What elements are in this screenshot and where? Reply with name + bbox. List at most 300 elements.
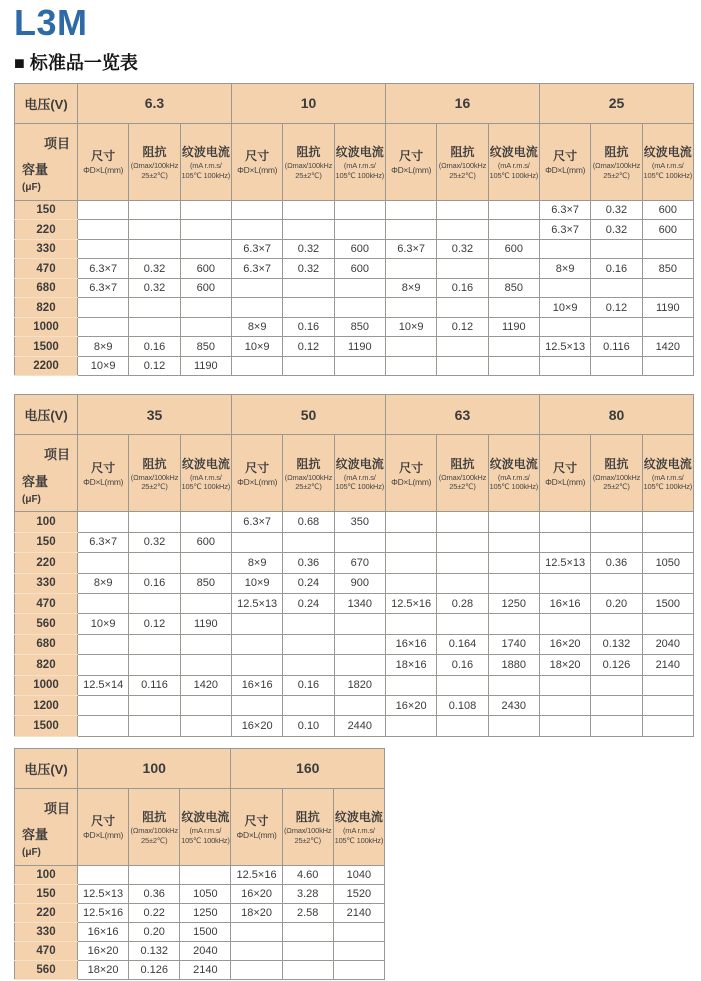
- table-row: [15, 298, 694, 318]
- spec-cell: 0.32: [129, 278, 180, 298]
- spec-cell: 600: [180, 259, 231, 279]
- spec-cell: 1420: [180, 675, 231, 695]
- spec-cell: [591, 278, 642, 298]
- capacity-unit-label: (μF): [22, 182, 41, 194]
- spec-cell: 0.16: [591, 259, 642, 279]
- spec-cell: [437, 553, 488, 573]
- spec-cell: [283, 695, 334, 715]
- spec-cell: [591, 614, 642, 634]
- spec-cell: 0.126: [591, 655, 642, 675]
- voltage-value: 6.3: [78, 83, 232, 123]
- spec-cell: [334, 298, 385, 318]
- spec-cell: 0.36: [591, 553, 642, 573]
- size-header-cell: 尺寸 ΦD×L(mm): [385, 435, 436, 512]
- spec-cell: 10×9: [231, 573, 282, 593]
- impedance-header-cell: 阻抗 (Ωmax/100kHz 25±2℃): [283, 123, 334, 200]
- table-row: [15, 675, 694, 695]
- impedance-header-cell: 阻抗 (Ωmax/100kHz 25±2℃): [129, 435, 180, 512]
- spec-cell: [129, 716, 180, 736]
- spec-cell: [180, 220, 231, 240]
- spec-cell: [180, 239, 231, 259]
- ripple-header-cell: 纹波电流 (mA r.m.s/ 105℃ 100kHz): [180, 123, 231, 200]
- spec-cell: 1040: [333, 865, 384, 884]
- spec-cell: [334, 220, 385, 240]
- spec-cell: 16×20: [539, 634, 590, 654]
- spec-cell: [334, 695, 385, 715]
- spec-cell: 0.164: [437, 634, 488, 654]
- spec-cell: [129, 593, 180, 613]
- spec-cell: [78, 634, 129, 654]
- spec-cell: [642, 317, 693, 337]
- spec-cell: 0.16: [437, 655, 488, 675]
- spec-cell: 600: [334, 259, 385, 279]
- spec-cell: 10×9: [78, 356, 129, 376]
- spec-cell: 1250: [488, 593, 539, 613]
- spec-cell: [591, 532, 642, 552]
- spec-cell: [78, 716, 129, 736]
- spec-cell: 0.16: [129, 337, 180, 357]
- table-row: [15, 903, 385, 922]
- spec-cell: 350: [334, 512, 385, 532]
- spec-cell: 6.3×7: [231, 239, 282, 259]
- capacity-cell: 330: [15, 239, 78, 259]
- spec-cell: [539, 317, 590, 337]
- spec-cell: [488, 675, 539, 695]
- spec-cell: 0.20: [591, 593, 642, 613]
- capacity-cell: 220: [15, 220, 78, 240]
- size-header-cell: 尺寸 ΦD×L(mm): [78, 788, 129, 865]
- spec-cell: [642, 532, 693, 552]
- spec-cell: 8×9: [385, 278, 436, 298]
- spec-cell: [334, 634, 385, 654]
- spec-cell: 6.3×7: [231, 259, 282, 279]
- spec-cell: [488, 356, 539, 376]
- size-header-cell: 尺寸 ΦD×L(mm): [231, 435, 282, 512]
- spec-cell: [488, 614, 539, 634]
- capacity-cell: 1200: [15, 695, 78, 715]
- capacity-cell: 470: [15, 259, 78, 279]
- capacity-axis-label: 容量 (μF): [22, 473, 49, 505]
- capacity-cell: 150: [15, 884, 78, 903]
- spec-cell: 3.28: [282, 884, 333, 903]
- item-header-row: [15, 435, 694, 512]
- item-label: 项目: [43, 447, 70, 463]
- spec-cell: [539, 239, 590, 259]
- spec-cell: [642, 356, 693, 376]
- capacity-cell: 470: [15, 593, 78, 613]
- spec-cell: 600: [334, 239, 385, 259]
- spec-cell: [129, 200, 180, 220]
- spec-cell: [78, 239, 129, 259]
- capacity-cell: 680: [15, 278, 78, 298]
- spec-cell: [180, 634, 231, 654]
- spec-cell: [488, 532, 539, 552]
- spec-cell: 0.12: [283, 337, 334, 357]
- spec-cell: [180, 200, 231, 220]
- voltage-row: [15, 83, 694, 123]
- spec-cell: [437, 298, 488, 318]
- spec-cell: 18×20: [231, 903, 282, 922]
- spec-cell: [180, 695, 231, 715]
- impedance-header-cell: 阻抗 (Ωmax/100kHz 25±2℃): [282, 788, 333, 865]
- spec-cell: [642, 512, 693, 532]
- spec-cell: 1190: [180, 356, 231, 376]
- ripple-header-cell: 纹波电流 (mA r.m.s/ 105℃ 100kHz): [642, 435, 693, 512]
- spec-cell: [437, 356, 488, 376]
- spec-cell: [333, 922, 384, 941]
- spec-cell: [180, 593, 231, 613]
- spec-cell: 850: [642, 259, 693, 279]
- spec-cell: 18×16: [385, 655, 436, 675]
- spec-cell: [231, 220, 282, 240]
- spec-cell: 0.116: [129, 675, 180, 695]
- ripple-header-cell: 纹波电流 (mA r.m.s/ 105℃ 100kHz): [180, 788, 231, 865]
- spec-cell: [78, 593, 129, 613]
- spec-cell: [591, 695, 642, 715]
- spec-cell: 0.12: [437, 317, 488, 337]
- spec-cell: [180, 553, 231, 573]
- spec-cell: 1880: [488, 655, 539, 675]
- spec-cell: [385, 573, 436, 593]
- size-header-cell: 尺寸 ΦD×L(mm): [539, 435, 590, 512]
- spec-cell: 18×20: [539, 655, 590, 675]
- spec-cell: 0.108: [437, 695, 488, 715]
- spec-table-high-voltage: [14, 748, 385, 980]
- spec-cell: [591, 573, 642, 593]
- capacity-unit-label: (μF): [22, 847, 41, 859]
- impedance-header-cell: 阻抗 (Ωmax/100kHz 25±2℃): [437, 123, 488, 200]
- spec-cell: 6.3×7: [78, 532, 129, 552]
- spec-cell: [385, 356, 436, 376]
- spec-cell: [78, 553, 129, 573]
- spec-cell: 0.36: [129, 884, 180, 903]
- spec-cell: 2440: [334, 716, 385, 736]
- spec-cell: [385, 512, 436, 532]
- spec-cell: [282, 960, 333, 979]
- table-row: [15, 259, 694, 279]
- spec-cell: 12.5×13: [539, 337, 590, 357]
- table-row: [15, 865, 385, 884]
- spec-cell: [488, 553, 539, 573]
- capacity-unit-label: (μF): [22, 493, 41, 505]
- spec-cell: [437, 614, 488, 634]
- spec-cell: [231, 695, 282, 715]
- spec-cell: [180, 298, 231, 318]
- capacity-cell: 1000: [15, 317, 78, 337]
- item-capacity-corner-cell: [15, 435, 78, 512]
- spec-cell: 2140: [333, 903, 384, 922]
- spec-cell: [591, 512, 642, 532]
- spec-cell: [642, 614, 693, 634]
- spec-cell: [642, 695, 693, 715]
- spec-cell: 12.5×16: [231, 865, 282, 884]
- spec-cell: [437, 512, 488, 532]
- table-row: [15, 922, 385, 941]
- spec-cell: [78, 655, 129, 675]
- table-row: [15, 532, 694, 552]
- spec-cell: 1250: [180, 903, 231, 922]
- spec-cell: [129, 512, 180, 532]
- spec-cell: 12.5×14: [78, 675, 129, 695]
- capacity-cell: 560: [15, 960, 78, 979]
- capacity-cell: 100: [15, 512, 78, 532]
- spec-cell: [334, 278, 385, 298]
- impedance-header-cell: 阻抗 (Ωmax/100kHz 25±2℃): [129, 123, 180, 200]
- spec-cell: [437, 532, 488, 552]
- item-capacity-corner-cell: [15, 123, 78, 200]
- spec-cell: [78, 512, 129, 532]
- spec-cell: 8×9: [78, 337, 129, 357]
- spec-cell: 10×9: [231, 337, 282, 357]
- spec-cell: 16×20: [385, 695, 436, 715]
- spec-cell: [129, 298, 180, 318]
- spec-cell: 0.116: [591, 337, 642, 357]
- spec-cell: 0.10: [283, 716, 334, 736]
- section-title: ■ 标准品一览表: [14, 52, 138, 73]
- spec-cell: [437, 716, 488, 736]
- spec-cell: 900: [334, 573, 385, 593]
- voltage-value: 10: [231, 83, 385, 123]
- voltage-unit-label: 电压(V): [15, 748, 78, 788]
- spec-cell: [231, 941, 282, 960]
- impedance-header-cell: 阻抗 (Ωmax/100kHz 25±2℃): [283, 435, 334, 512]
- table-row: [15, 655, 694, 675]
- ripple-header-cell: 纹波电流 (mA r.m.s/ 105℃ 100kHz): [488, 435, 539, 512]
- spec-cell: 2040: [642, 634, 693, 654]
- impedance-header-cell: 阻抗 (Ωmax/100kHz 25±2℃): [437, 435, 488, 512]
- table-row: [15, 337, 694, 357]
- spec-cell: 6.3×7: [231, 512, 282, 532]
- item-header-row: [15, 788, 385, 865]
- item-header-row: [15, 123, 694, 200]
- spec-cell: [283, 200, 334, 220]
- size-header-cell: 尺寸 ΦD×L(mm): [78, 435, 129, 512]
- voltage-value: 80: [539, 395, 693, 435]
- voltage-value: 63: [385, 395, 539, 435]
- spec-cell: 600: [642, 200, 693, 220]
- spec-cell: [539, 695, 590, 715]
- spec-cell: [539, 675, 590, 695]
- table-row: [15, 200, 694, 220]
- spec-cell: 0.32: [129, 532, 180, 552]
- voltage-value: 160: [231, 748, 385, 788]
- spec-cell: [539, 356, 590, 376]
- size-header-cell: 尺寸 ΦD×L(mm): [539, 123, 590, 200]
- capacity-cell: 330: [15, 573, 78, 593]
- spec-cell: [282, 941, 333, 960]
- spec-cell: [231, 298, 282, 318]
- voltage-row: [15, 395, 694, 435]
- spec-cell: [78, 200, 129, 220]
- spec-cell: 12.5×13: [78, 884, 129, 903]
- spec-cell: [385, 532, 436, 552]
- impedance-header-cell: 阻抗 (Ωmax/100kHz 25±2℃): [591, 123, 642, 200]
- spec-cell: 1520: [333, 884, 384, 903]
- spec-cell: 1190: [180, 614, 231, 634]
- capacity-cell: 560: [15, 614, 78, 634]
- spec-cell: [437, 573, 488, 593]
- spec-cell: [642, 573, 693, 593]
- spec-cell: 1500: [180, 922, 231, 941]
- table-row: [15, 220, 694, 240]
- spec-cell: [180, 655, 231, 675]
- spec-cell: 1820: [334, 675, 385, 695]
- spec-cell: [488, 512, 539, 532]
- spec-cell: [488, 259, 539, 279]
- spec-cell: 2.58: [282, 903, 333, 922]
- capacity-axis-label: 容量 (μF): [22, 162, 49, 194]
- spec-cell: [129, 239, 180, 259]
- spec-cell: [231, 200, 282, 220]
- item-label: 项目: [43, 800, 70, 816]
- spec-cell: [642, 675, 693, 695]
- size-header-cell: 尺寸 ΦD×L(mm): [231, 788, 282, 865]
- spec-cell: [78, 298, 129, 318]
- spec-cell: 6.3×7: [78, 259, 129, 279]
- spec-cell: 12.5×13: [231, 593, 282, 613]
- spec-cell: 0.20: [129, 922, 180, 941]
- table-row: [15, 239, 694, 259]
- table-row: [15, 573, 694, 593]
- capacity-axis-label: 容量 (μF): [22, 826, 49, 859]
- spec-cell: [488, 298, 539, 318]
- spec-cell: [282, 922, 333, 941]
- spec-cell: [437, 259, 488, 279]
- table-row: [15, 278, 694, 298]
- spec-cell: 10×9: [539, 298, 590, 318]
- table-row: [15, 512, 694, 532]
- spec-cell: [231, 278, 282, 298]
- ripple-header-cell: 纹波电流 (mA r.m.s/ 105℃ 100kHz): [642, 123, 693, 200]
- spec-cell: 12.5×16: [78, 903, 129, 922]
- spec-cell: [488, 716, 539, 736]
- spec-cell: 1050: [180, 884, 231, 903]
- spec-cell: 1340: [334, 593, 385, 613]
- spec-cell: [283, 532, 334, 552]
- spec-cell: 1740: [488, 634, 539, 654]
- spec-cell: [334, 356, 385, 376]
- spec-cell: [231, 356, 282, 376]
- capacity-cell: 150: [15, 200, 78, 220]
- spec-cell: 6.3×7: [539, 220, 590, 240]
- spec-cell: 850: [488, 278, 539, 298]
- spec-cell: [334, 200, 385, 220]
- spec-cell: 16×16: [539, 593, 590, 613]
- spec-cell: 0.32: [591, 200, 642, 220]
- spec-cell: 850: [180, 337, 231, 357]
- spec-cell: [283, 356, 334, 376]
- spec-cell: [591, 356, 642, 376]
- table-row: [15, 614, 694, 634]
- spec-cell: 1050: [642, 553, 693, 573]
- spec-cell: 16×16: [78, 922, 129, 941]
- spec-cell: 1420: [642, 337, 693, 357]
- ripple-header-cell: 纹波电流 (mA r.m.s/ 105℃ 100kHz): [334, 435, 385, 512]
- spec-cell: 0.16: [437, 278, 488, 298]
- spec-table-mid-voltage: [14, 394, 694, 736]
- spec-cell: 850: [334, 317, 385, 337]
- spec-cell: 6.3×7: [539, 200, 590, 220]
- voltage-value: 25: [539, 83, 693, 123]
- spec-cell: [437, 337, 488, 357]
- table-row: [15, 593, 694, 613]
- spec-cell: 10×9: [385, 317, 436, 337]
- spec-cell: [539, 512, 590, 532]
- spec-cell: 600: [488, 239, 539, 259]
- spec-cell: [385, 337, 436, 357]
- table-row: [15, 941, 385, 960]
- spec-cell: 0.12: [591, 298, 642, 318]
- size-header-cell: 尺寸 ΦD×L(mm): [78, 123, 129, 200]
- spec-cell: [334, 532, 385, 552]
- spec-cell: 0.12: [129, 614, 180, 634]
- spec-cell: 4.60: [282, 865, 333, 884]
- spec-cell: [385, 614, 436, 634]
- spec-cell: 600: [180, 532, 231, 552]
- spec-cell: [180, 865, 231, 884]
- spec-cell: [437, 200, 488, 220]
- spec-cell: 0.132: [129, 941, 180, 960]
- spec-cell: [539, 573, 590, 593]
- spec-cell: 8×9: [78, 573, 129, 593]
- spec-cell: 0.24: [283, 573, 334, 593]
- capacity-cell: 1000: [15, 675, 78, 695]
- spec-cell: 2430: [488, 695, 539, 715]
- spec-cell: 0.16: [283, 317, 334, 337]
- spec-cell: [78, 695, 129, 715]
- spec-cell: [591, 716, 642, 736]
- spec-cell: 850: [180, 573, 231, 593]
- spec-cell: 2140: [180, 960, 231, 979]
- spec-cell: 0.32: [283, 259, 334, 279]
- size-header-cell: 尺寸 ΦD×L(mm): [231, 123, 282, 200]
- spec-cell: 16×16: [385, 634, 436, 654]
- spec-cell: 6.3×7: [78, 278, 129, 298]
- spec-cell: 0.132: [591, 634, 642, 654]
- spec-cell: [129, 553, 180, 573]
- capacity-cell: 470: [15, 941, 78, 960]
- spec-cell: 0.32: [129, 259, 180, 279]
- spec-cell: [642, 716, 693, 736]
- spec-cell: [129, 695, 180, 715]
- spec-cell: 600: [642, 220, 693, 240]
- spec-cell: 16×16: [231, 675, 282, 695]
- impedance-header-cell: 阻抗 (Ωmax/100kHz 25±2℃): [591, 435, 642, 512]
- spec-cell: [385, 675, 436, 695]
- spec-cell: [180, 716, 231, 736]
- spec-cell: [539, 532, 590, 552]
- spec-cell: [488, 573, 539, 593]
- spec-cell: 0.32: [283, 239, 334, 259]
- ripple-header-cell: 纹波电流 (mA r.m.s/ 105℃ 100kHz): [333, 788, 384, 865]
- spec-cell: [539, 614, 590, 634]
- spec-cell: 16×20: [231, 884, 282, 903]
- spec-cell: [591, 675, 642, 695]
- spec-cell: [334, 614, 385, 634]
- spec-cell: [78, 317, 129, 337]
- spec-cell: [231, 922, 282, 941]
- voltage-unit-label: 电压(V): [15, 83, 78, 123]
- spec-cell: [283, 614, 334, 634]
- spec-cell: 0.68: [283, 512, 334, 532]
- spec-cell: [129, 865, 180, 884]
- product-title: L3M: [14, 2, 88, 43]
- spec-cell: [385, 298, 436, 318]
- capacity-cell: 220: [15, 903, 78, 922]
- size-header-cell: 尺寸 ΦD×L(mm): [385, 123, 436, 200]
- voltage-value: 35: [78, 395, 232, 435]
- spec-cell: [180, 317, 231, 337]
